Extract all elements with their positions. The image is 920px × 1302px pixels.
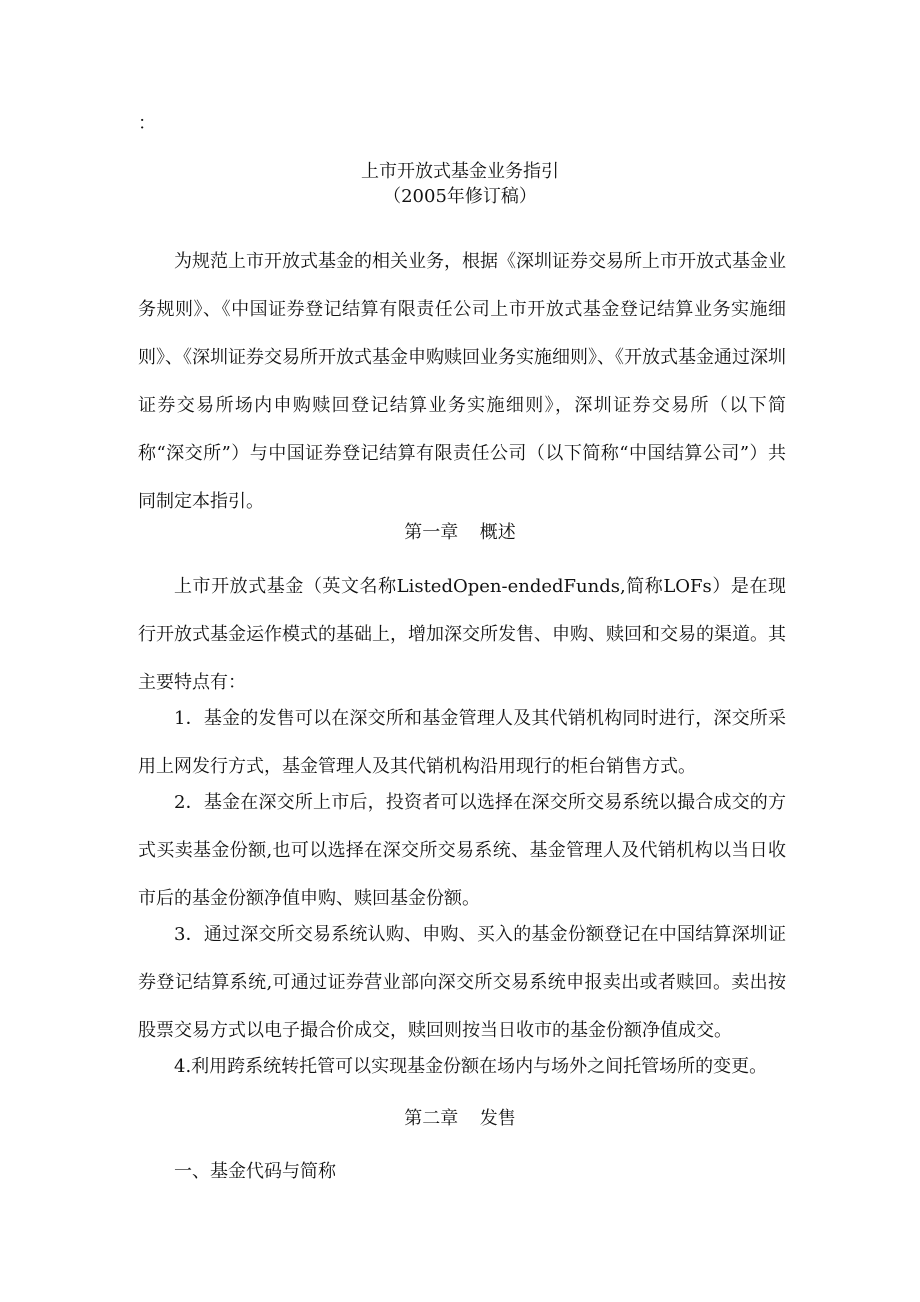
document-subtitle: （2005年修订稿） (383, 186, 537, 207)
document-title: 上市开放式基金业务指引 (361, 161, 559, 182)
chapter-2-heading (0, 1106, 920, 1132)
chapter-1-item-3: 3．通过深交所交易系统认购、申购、买入的基金份额登记在中国结算深圳证券登记结算系统,可通过证券营业部向深交所交易系统申报卖出或者赎回。卖出按股票交易方式以电子撮合价成交，赎回则按当日收市的基金份额净值成交。 (138, 924, 786, 1041)
chapter-1-item-1: 1．基金的发售可以在深交所和基金管理人及其代销机构同时进行，深交所采用上网发行方式，基金管理人及其代销机构沿用现行的柜台销售方式。 (138, 708, 786, 777)
chapter-2-number: 第二章 (404, 1108, 459, 1129)
chapter-1-number: 第一章 (404, 522, 459, 543)
header-mark: ： (138, 113, 156, 134)
chapter-1-item-2: 2．基金在深交所上市后，投资者可以选择在深交所交易系统以撮合成交的方式买卖基金份额,也可以选择在深交所交易系统、基金管理人及代销机构以当日收市后的基金份额净值申购、赎回基金份额。 (138, 792, 786, 909)
chapter-1-item-4: 4.利用跨系统转托管可以实现基金份额在场内与场外之间托管场所的变更。 (174, 1056, 768, 1077)
chapter-2-section-1-heading: 一、基金代码与简称 (174, 1161, 336, 1182)
chapter-2-name: 发售 (479, 1108, 516, 1129)
intro-paragraph: 为规范上市开放式基金的相关业务，根据《深圳证券交易所上市开放式基金业务规则》、《中国证券登记结算有限责任公司上市开放式基金登记结算业务实施细则》、《深圳证券交易所开放式基金申购赎回业务实施细则》、《开放式基金通过深圳证券交易所场内申购赎回登记结算业务实施细则》，深圳证券交易所（以下简称“深交所”）与中国证券登记结算有限责任公司（以下简称“中国结算公司”）共同制定本指引。 (138, 251, 786, 512)
chapter-1-heading (0, 520, 920, 546)
chapter-1-intro-paragraph: 上市开放式基金（英文名称ListedOpen-endedFunds,简称LOFs）是在现行开放式基金运作模式的基础上，增加深交所发售、申购、赎回和交易的渠道。其主要特点有： (138, 576, 786, 693)
chapter-1-name: 概述 (479, 522, 516, 543)
